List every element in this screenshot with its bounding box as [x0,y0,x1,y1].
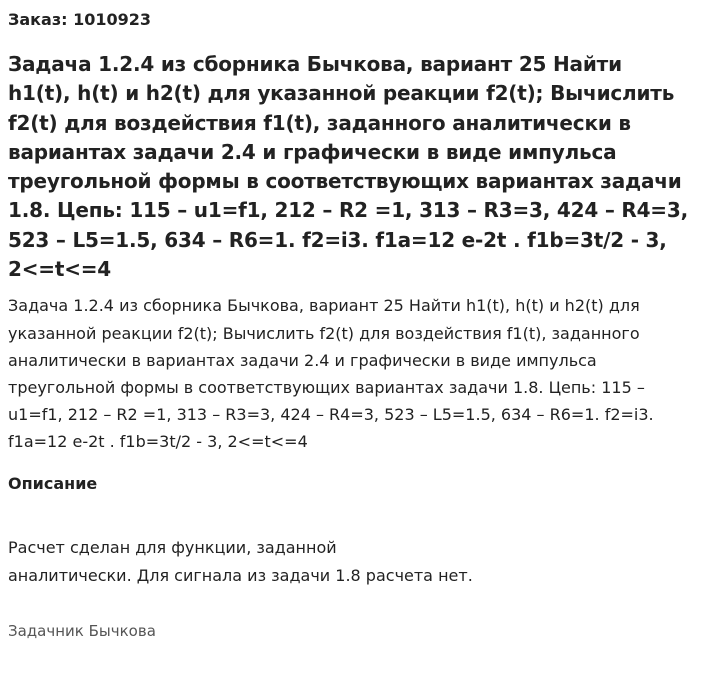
description-line-1: Расчет сделан для функции, заданной [8,537,337,557]
description-line-2: аналитически. Для сигнала из задачи 1.8 расчета нет. [8,565,473,585]
order-number: Заказ: 1010923 [8,10,152,29]
category-link[interactable]: Задачник Бычкова [8,621,156,640]
task-title: Задача 1.2.4 из сборника Бычкова, вариант 25 Найти h1(t), h(t) и h2(t) для указанной реакции f2(t); Вычислить f2(t) для воздействия f1(t), заданного аналитически в вариантах задачи 2.4 и графически в виде импульса треугольной формы в соответствующих вариантах задачи 1.8. Цепь: 115 – u1=f1, 212 – R2 =1, 313 – R3=3, 424 – R4=3, 523 – L5=1.5, 634 – R6=1. f2=i3. f1a=12 e-2t . f1b=3t/2 - 3, 2<=t<=4 [8,52,688,282]
description-heading: Описание [8,473,98,493]
description-text [8,534,691,590]
task-text: Задача 1.2.4 из сборника Бычкова, вариант 25 Найти h1(t), h(t) и h2(t) для указанной реакции f2(t); Вычислить f2(t) для воздействия f1(t), заданного аналитически в вариантах задачи 2.4 и графически в виде импульса треугольной формы в соответствующих вариантах задачи 1.8. Цепь: 115 – u1=f1, 212 – R2 =1, 313 – R3=3, 424 – R4=3, 523 – L5=1.5, 634 – R6=1. f2=i3. f1a=12 e-2t . f1b=3t/2 - 3, 2<=t<=4 [8,296,654,452]
